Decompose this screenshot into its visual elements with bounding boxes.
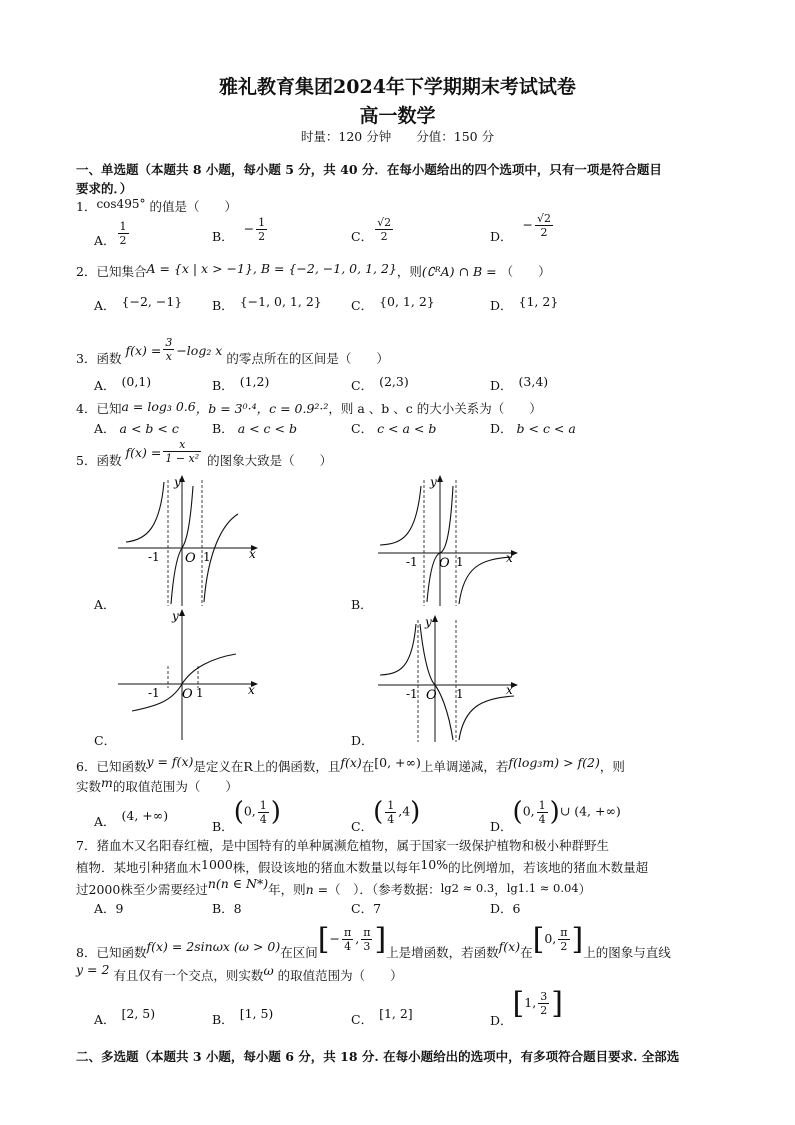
graph-d-curve-mid <box>420 624 453 740</box>
question-2: 2．已知集合A = {x | x > −1}, B = {−2, −1, 0, 1, 2}，则(∁ᴿA) ∩ B = （ ） <box>76 261 551 279</box>
exam-title: 雅礼教育集团2024年下学期期末考试试卷 <box>219 76 576 98</box>
question-8-line1: 8．已知函数f(x) = 2sinωx (ω > 0)在区间[− $\frac{\pi}{4}$ , $\frac{\pi}{3}$ ]上是增函数，若函数f(x)在[0, $\frac{\pi}{2}$ ]上的图象与直线 <box>76 922 671 960</box>
graph-a-x-label: x <box>249 547 256 561</box>
q3-option-c: C． (2,3) <box>351 374 409 393</box>
q4-option-b: B． a < c < b <box>212 421 297 436</box>
q5-option-c: C． <box>94 733 117 748</box>
graph-d <box>372 612 522 744</box>
section2-heading: 二、多选题（本题共 3 小题，每小题 6 分，共 18 分. 在每小题给出的选项中，有多项符合题目要求. 全部选 <box>76 1049 680 1064</box>
question-1: 1．cos495° 的值是（ ） <box>76 197 237 214</box>
graph-b-neg1-label: -1 <box>406 555 418 569</box>
q8-option-b: B． [1, 5) <box>212 1006 274 1027</box>
graph-d-pos1-label: 1 <box>456 687 464 701</box>
graph-a-pos1-label: 1 <box>203 550 211 564</box>
graph-a-y-label: y <box>174 475 181 489</box>
question-7-line3: 过2000株至少需要经过n(n ∈ N*)年，则n =（ ）．（参考数据：lg2 ≈ 0.3，lg1.1 ≈ 0.04） <box>76 876 592 897</box>
q3-option-a: A． (0,1) <box>94 374 152 393</box>
graph-a-neg1-label: -1 <box>148 550 160 564</box>
q6-option-b: B．(0, $\frac{1}{4}$ ) <box>212 797 281 834</box>
graph-c <box>112 606 262 744</box>
graph-c-curve <box>132 654 236 711</box>
q1-option-c: C． $\frac{√2}{2}$ <box>351 216 392 244</box>
graph-a-origin-label: O <box>185 551 196 566</box>
question-4: 4．已知a = log₃ 0.6，b = 3⁰·⁴，c = 0.9²·²，则 a 、b 、c 的大小关系为（ ） <box>76 399 542 416</box>
graph-d-origin-label: O <box>426 688 437 703</box>
q8-option-a: A． [2, 5) <box>94 1006 156 1027</box>
question-6-line2: 实数m的取值范围为（ ） <box>76 775 238 794</box>
q1-option-a: A． $\frac{1}{2}$ <box>94 220 127 248</box>
graph-b-y-label: y <box>430 475 437 489</box>
q7-option-b: B．8 <box>212 901 242 916</box>
question-8-line2: y = 2 有且仅有一个交点，则实数ω 的取值范围为（ ） <box>76 962 403 983</box>
graph-b-x-label: x <box>506 551 513 565</box>
q4-option-d: D． b < c < a <box>490 421 576 436</box>
q1-option-b: B．− $\frac{1}{2}$ <box>212 216 266 244</box>
graph-b <box>372 472 522 610</box>
question-6-line1: 6．已知函数y = f(x)是定义在R上的偶函数，且f(x)在[0, +∞)上单调递减，若f(log₃m) > f(2)，则 <box>76 754 625 774</box>
q2-option-c: C． {0, 1, 2} <box>351 294 435 313</box>
q3-option-b: B． (1,2) <box>212 374 270 393</box>
section1-heading-line1: 一、单选题（本题共 8 小题，每小题 5 分，共 40 分．在每小题给出的四个选项中，只有一项是符合题目 <box>76 162 662 177</box>
q2-option-b: B． {−1, 0, 1, 2} <box>212 294 322 313</box>
graph-c-origin-label: O <box>182 687 193 702</box>
graph-d-x-label: x <box>506 683 513 697</box>
graph-b-origin-label: O <box>439 556 450 571</box>
question-5: 5．函数 f(x) = $\frac{x}{\text{1 − x²}}$ 的图象大致是（ ） <box>76 438 333 468</box>
q7-option-c: C．7 <box>351 901 382 916</box>
q2-option-d: D． {1, 2} <box>490 294 559 313</box>
q8-option-d: D．[1, $\frac{3}{2}$ ] <box>490 986 563 1028</box>
graph-d-y-label: y <box>425 615 432 629</box>
q6-option-a: A． (4, +∞) <box>94 808 169 829</box>
graph-d-neg1-label: -1 <box>406 687 418 701</box>
graph-b-pos1-label: 1 <box>456 555 464 569</box>
graph-c-y-label: y <box>172 609 179 623</box>
graph-d-curve-left <box>380 624 416 675</box>
graph-b-curve-right <box>459 557 512 604</box>
q7-option-d: D．6 <box>490 901 521 916</box>
graph-b-curve-left <box>380 486 421 545</box>
q4-option-a: A． a < b < c <box>94 421 179 436</box>
exam-info: 时量：120 分钟 分值：150 分 <box>300 129 495 144</box>
graph-a-curve-left <box>126 482 164 542</box>
q7-option-a: A．9 <box>94 901 124 916</box>
graph-c-neg1-label: -1 <box>148 686 160 700</box>
q5-option-d: D． <box>351 733 374 748</box>
graph-c-pos1-label: 1 <box>196 686 204 700</box>
question-3: 3．函数 f(x) = $\frac{3}{x}$ −log₂ x 的零点所在的区间是（ ） <box>76 336 389 366</box>
question-7-line1: 7．猪血木又名阳春红檀，是中国特有的单种属濒危植物，属于国家一级保护植物和极小种群野生 <box>76 838 609 853</box>
question-7-line2: 植物．某地引种猪血木1000株，假设该地的猪血木数量以每年10%的比例增加，若该地的猪血木数量超 <box>76 857 649 875</box>
q5-option-a: A． <box>94 597 116 612</box>
graph-c-x-label: x <box>248 683 255 697</box>
q8-option-c: C． [1, 2] <box>351 1006 413 1027</box>
q2-option-a: A． {−2, −1} <box>94 294 183 313</box>
q6-option-c: C．( $\frac{1}{4}$ ,4) <box>351 797 421 834</box>
graph-d-curve-right <box>459 696 514 740</box>
q4-option-c: C． c < a < b <box>351 421 437 436</box>
graph-a <box>112 472 262 610</box>
q6-option-d: D．(0, $\frac{1}{4}$ )∪ (4, +∞) <box>490 797 621 834</box>
section1-heading-line2: 要求的．） <box>76 181 133 196</box>
q1-option-d: D．− $\frac{√2}{2}$ <box>490 212 552 244</box>
q3-option-d: D． (3,4) <box>490 374 549 393</box>
q5-option-b: B． <box>351 597 373 612</box>
subject-title: 高一数学 <box>359 105 436 127</box>
